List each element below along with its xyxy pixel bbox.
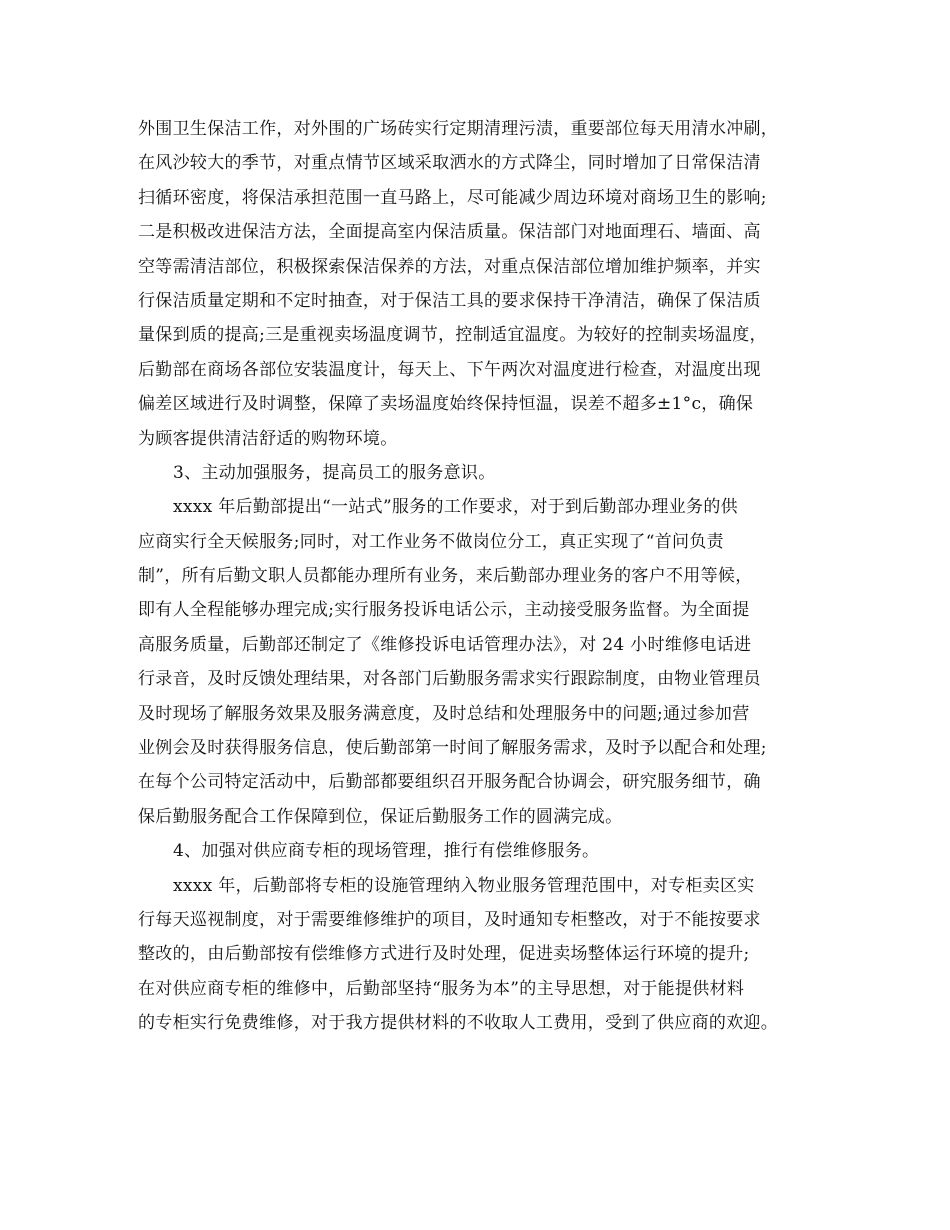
text-line: 行每天巡视制度，对于需要维修维护的项目，及时通知专柜整改，对于不能按要求 <box>138 909 761 930</box>
text-line: 为顾客提供清洁舒适的购物环境。 <box>138 428 398 449</box>
text-line: 在对供应商专柜的维修中，后勤部坚持“服务为本”的主导思想，对于能提供材料 <box>138 978 745 999</box>
text-line: 制”，所有后勤文职人员都能办理所有业务，来后勤部办理业务的客户不用等候， <box>138 566 753 587</box>
text-line: 二是积极改进保洁方法，全面提高室内保洁质量。保洁部门对地面理石、墙面、高 <box>138 222 761 243</box>
text-line: 应商实行全天候服务;同时，对工作业务不做岗位分工，真正实现了“首问负责 <box>138 531 724 552</box>
text-line: 行保洁质量定期和不定时抽查，对于保洁工具的要求保持干净清洁，确保了保洁质 <box>138 290 761 311</box>
text-line: 外围卫生保洁工作，对外围的广场砖实行定期清理污渍，重要部位每天用清水冲刷， <box>138 119 779 139</box>
text-line: 偏差区域进行及时调整，保障了卖场温度始终保持恒温，误差不超多±1°c，确保 <box>138 394 754 415</box>
text-line: 业例会及时获得服务信息，使后勤部第一时间了解服务需求，及时予以配合和处理; <box>138 738 767 759</box>
text-line: 整改的，由后勤部按有偿维修方式进行及时处理，促进卖场整体运行环境的提升; <box>138 944 750 965</box>
text-line: xxxx 年，后勤部将专柜的设施管理纳入物业服务管理范围中，对专柜卖区实 <box>173 875 755 896</box>
text-line: 后勤部在商场各部位安装温度计，每天上、下午两次对温度进行检查，对温度出现 <box>138 359 761 380</box>
text-line: 在每个公司特定活动中，后勤部都要组织召开服务配合协调会，研究服务细节，确 <box>138 772 761 793</box>
text-line: xxxx 年后勤部提出“一站式”服务的工作要求，对于到后勤部办理业务的供 <box>173 497 738 518</box>
text-line: 及时现场了解服务效果及服务满意度，及时总结和处理服务中的问题;通过参加营 <box>138 703 750 724</box>
text-line: 的专柜实行免费维修，对于我方提供材料的不收取人工费用，受到了供应商的欢迎。 <box>138 1013 779 1034</box>
document-body <box>138 112 820 1041</box>
text-line: 4、加强对供应商专柜的现场管理，推行有偿维修服务。 <box>173 841 600 862</box>
text-line: 高服务质量，后勤部还制定了《维修投诉电话管理办法》，对 24 小时维修电话进 <box>138 634 752 655</box>
text-line: 量保到质的提高;三是重视卖场温度调节，控制适宜温度。为较好的控制卖场温度， <box>138 325 767 346</box>
text-line: 空等需清洁部位，积极探索保洁保养的方法，对重点保洁部位增加维护频率，并实 <box>138 256 761 277</box>
text-line: 在风沙较大的季节，对重点情节区域采取洒水的方式降尘，同时增加了日常保洁清 <box>138 153 761 174</box>
text-line: 保后勤服务配合工作保障到位，保证后勤服务工作的圆满完成。 <box>138 806 623 827</box>
text-line: 行录音，及时反馈处理结果，对各部门后勤服务需求实行跟踪制度，由物业管理员 <box>138 669 761 690</box>
text-line: 扫循环密度，将保洁承担范围一直马路上，尽可能减少周边环境对商场卫生的影响; <box>138 187 767 208</box>
text-line: 3、主动加强服务，提高员工的服务意识。 <box>173 462 496 483</box>
text-line: 即有人全程能够办理完成;实行服务投诉电话公示，主动接受服务监督。为全面提 <box>138 600 750 621</box>
